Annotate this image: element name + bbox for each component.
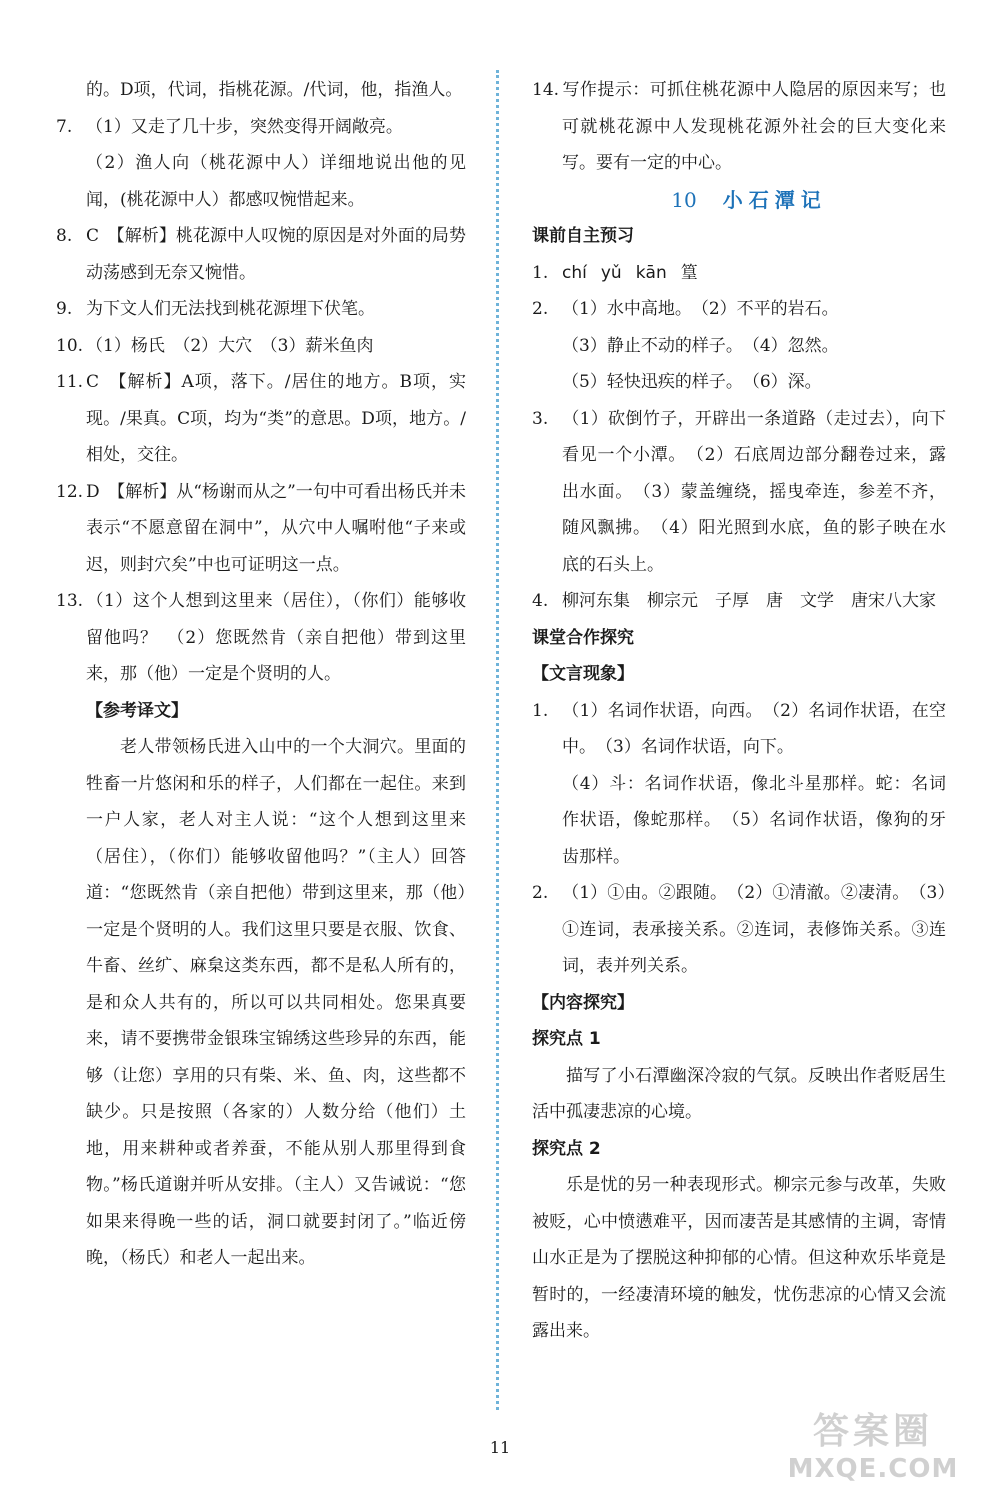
pinyin-3: kān — [635, 262, 667, 283]
item-number: 4. — [532, 591, 549, 611]
translation-heading: 【参考译文】 — [86, 700, 188, 721]
item-number: 10. — [56, 335, 84, 356]
item-line: （1）水中高地。 （2）不平的岩石。 — [562, 299, 839, 319]
pinyin-1: chí — [562, 262, 587, 283]
pinyin-list — [562, 263, 681, 283]
item-number: 2. — [532, 883, 549, 903]
classical-item-2 — [532, 875, 946, 985]
item-number: 13. — [56, 591, 84, 611]
answer-item-13 — [56, 583, 466, 693]
right-column — [532, 72, 946, 1350]
item-text: （1）①由。②跟随。 （2）①清澈。②凄清。 （3）①连词，表承接关系。②连词，表修饰关系。③连词，表并列关系。 — [562, 883, 946, 976]
item-text: （1）砍倒竹子，开辟出一条道路（走过去），向下看见一个小潭。 （2）石底周边部分翻卷过来，露出水面。 （3）蒙盖缠绕，摇曳牵连，参差不齐，随风飘拂。 （4）阳光照到水底，鱼的影子映在水底的石头上。 — [562, 408, 946, 575]
preview-item-2-line3: （5）轻快迅疾的样子。 （6）深。 — [562, 372, 822, 392]
item-number: 8. — [56, 226, 73, 246]
item-text: C 【解析】A项，落下。/居住的地方。B项，实现。/果真。C项，均为“类”的意思。D项，地方。/相处，交往。 — [86, 372, 466, 465]
answer-item-7-part2: （2）渔人向（桃花源中人）详细地说出他的见闻，(桃花源中人）都感叹惋惜起来。 — [86, 153, 466, 210]
item-text: （1）又走了几十步，突然变得开阔敞亮。 — [86, 116, 403, 137]
preview-item-3 — [532, 401, 946, 584]
item-number: 2. — [532, 299, 549, 319]
item-text: 为下文人们无法找到桃花源埋下伏笔。 — [86, 299, 375, 319]
inquiry-point-2-heading: 探究点 2 — [532, 1138, 601, 1159]
item-number: 11. — [56, 372, 84, 392]
answer-item-7 — [56, 109, 466, 146]
answer-item-12 — [56, 474, 466, 584]
classical-item-1 — [532, 693, 946, 766]
subheading-classical-phenomena: 【文言现象】 — [532, 664, 634, 684]
lesson-name: 小石潭记 — [722, 187, 827, 212]
item-text: 柳河东集 柳宗元 子厚 唐 文学 唐宋八大家 — [562, 591, 936, 611]
answer-item-10 — [56, 328, 466, 365]
lesson-title — [532, 182, 946, 219]
answer-item-14 — [532, 72, 946, 182]
lesson-number: 10 — [671, 187, 697, 212]
item-text: 写作提示：可抓住桃花源中人隐居的原因来写；也可就桃花源中人发现桃花源外社会的巨大变化来写。要有一定的中心。 — [562, 80, 946, 173]
answer-item-9 — [56, 291, 466, 328]
item-text: （1）这个人想到这里来（居住），（你们）能够收留他吗？ （2）您既然肯（亲自把他）带到这里来，那（他）一定是个贤明的人。 — [86, 591, 466, 684]
character-answer: 篁 — [680, 262, 698, 283]
item-number: 1. — [532, 262, 549, 283]
subheading-content-inquiry: 【内容探究】 — [532, 992, 634, 1013]
preview-item-1 — [532, 255, 946, 292]
item-number: 14. — [532, 80, 560, 100]
answer-item-11 — [56, 364, 466, 474]
item-number: 9. — [56, 299, 73, 319]
item-number: 1. — [532, 700, 549, 721]
item-text: （1）杨氏 （2）大穴 （3）薪米鱼肉 — [86, 335, 374, 356]
item-number: 7. — [56, 116, 73, 137]
preview-item-2-line2: （3）静止不动的样子。 （4）忽然。 — [562, 335, 839, 356]
item-text: （1）名词作状语，向西。 （2）名词作状语，在空中。 （3）名词作状语，向下。 — [562, 700, 946, 757]
item-number: 3. — [532, 408, 549, 429]
page-number: 11 — [489, 1438, 511, 1457]
preview-item-4 — [532, 583, 946, 620]
watermark-title: 答案圈 — [812, 1411, 933, 1452]
watermark-logo — [768, 1410, 978, 1490]
inquiry-point-1-text: 描写了小石潭幽深冷寂的气氛。反映出作者贬居生活中孤凄悲凉的心境。 — [532, 1065, 946, 1122]
left-column — [56, 72, 466, 1277]
translation-text: 老人带领杨氏进入山中的一个大洞穴。里面的牲畜一片悠闲和乐的样子，人们都在一起住。来到一户人家，老人对主人说：“这个人想到这里来（居住），（你们）能够收留他吗？”（主人）回答道：“您既然肯（亲自把他）带到这里来，那（他）一定是个贤明的人。我们这里只要是衣服、饮食、牛畜、丝纩、麻枲这类东西，都不是私人所有的，是和众人共有的，所以可以共同相处。您果真要来，请不要携带金银珠宝锦绣这些珍异的东西，能够（让您）享用的只有柴、米、鱼、肉，这些都不缺少。只是按照（各家的）人数分给（他们）土地，用来耕种或者养蚕，不能从别人那里得到食物。”杨氏道谢并听从安排。（主人）又告诫说：“您如果来得晚一些的话，洞口就要封闭了。”临近傍晚，（杨氏）和老人一起出来。 — [86, 737, 466, 1268]
column-divider — [496, 70, 499, 1410]
section-heading-preview: 课前自主预习 — [532, 226, 634, 246]
inquiry-point-2-text: 乐是忧的另一种表现形式。柳宗元参与改革，失败被贬，心中愤懑难平，因而凄苦是其感情的主调，寄情山水正是为了摆脱这种抑郁的心情。但这种欢乐毕竟是暂时的，一经凄清环境的触发，忧伤悲凉的心情又会流露出来。 — [532, 1175, 946, 1341]
item-text: C 【解析】桃花源中人叹惋的原因是对外面的局势动荡感到无奈又惋惜。 — [86, 226, 466, 283]
inquiry-point-1-heading: 探究点 1 — [532, 1029, 601, 1049]
answer-item-8 — [56, 218, 466, 291]
continuation-text: 的。D项，代词，指桃花源。/代词，他，指渔人。 — [86, 80, 463, 100]
preview-item-2 — [532, 291, 946, 328]
watermark-url: MXQE.COM — [787, 1454, 959, 1484]
classical-item-1-part2: （4）斗：名词作状语，像北斗星那样。蛇：名词作状语，像蛇那样。 （5）名词作状语，像狗的牙齿那样。 — [562, 773, 946, 867]
pinyin-2: yǔ — [600, 262, 622, 283]
section-heading-explore: 课堂合作探究 — [532, 627, 634, 648]
item-text: D 【解析】从“杨谢而从之”一句中可看出杨氏并未表示“不愿意留在洞中”，从穴中人嘱咐他“子来或迟，则封穴矣”中也可证明这一点。 — [86, 481, 466, 575]
item-number: 12. — [56, 481, 84, 502]
